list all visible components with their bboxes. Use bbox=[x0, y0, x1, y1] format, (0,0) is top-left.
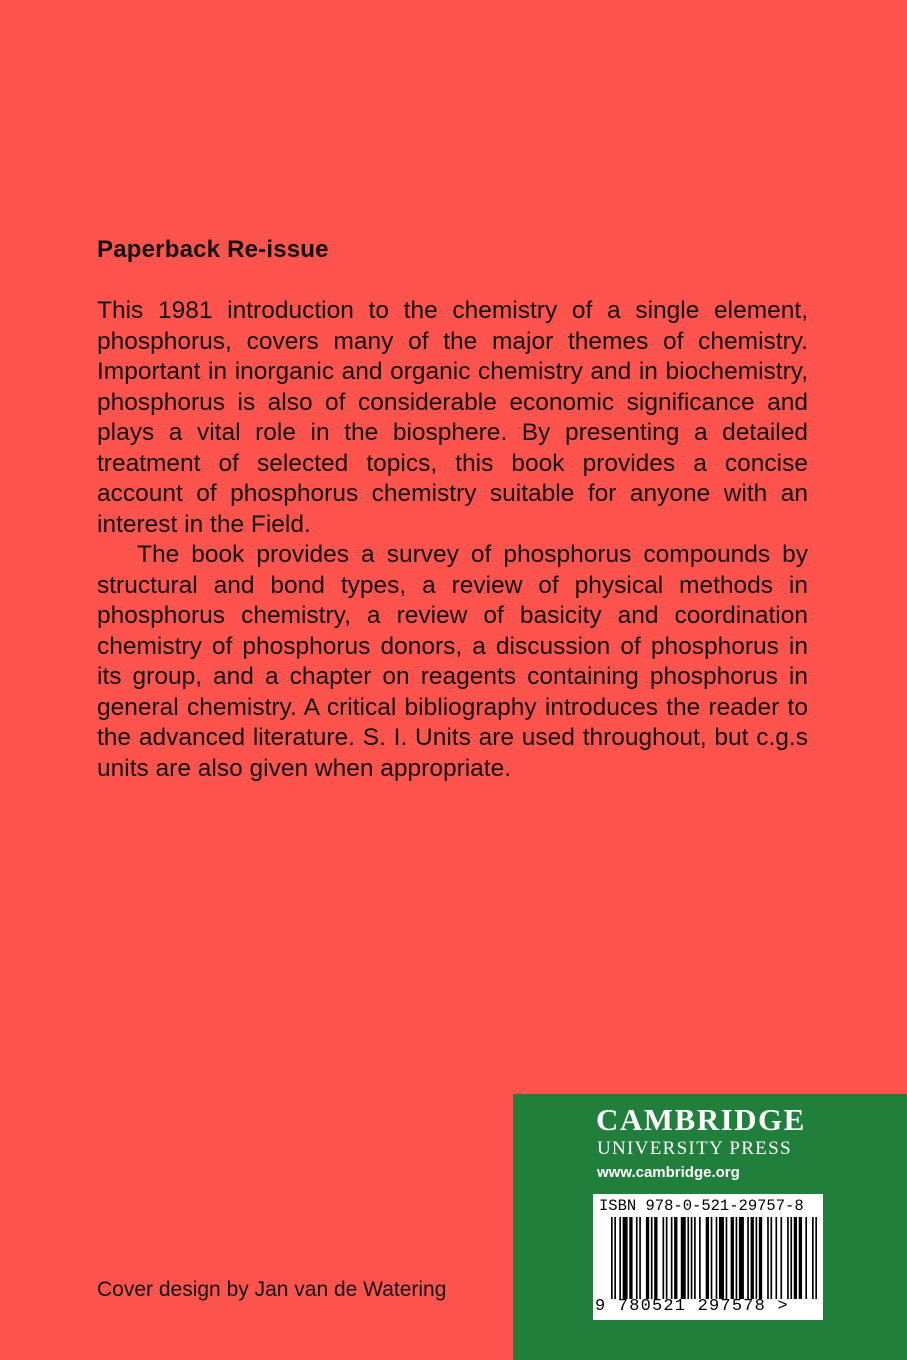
barcode-bar-16 bbox=[691, 1217, 693, 1299]
barcode-bar-31 bbox=[767, 1217, 769, 1299]
description-paragraph-1: This 1981 introduction to the chemistry of a single element, phosphorus, covers many of the major themes of chemistry. Important in inorganic and organic chemistry and in biochemistry, phosphorus is also of considerable economic significance and plays a vital role in the biosphere. By presenting a detailed treatment of selected topics, this book provides a concise account of phosphorus chemistry suitable for anyone with an interest in the Field. bbox=[97, 297, 808, 538]
barcode-bar-3 bbox=[623, 1217, 628, 1299]
barcode-bar-13 bbox=[674, 1217, 677, 1299]
cover-design-credit: Cover design by Jan van de Watering bbox=[97, 1278, 447, 1301]
barcode-bar-26 bbox=[739, 1217, 744, 1299]
publisher-block bbox=[513, 1094, 907, 1360]
barcode-bar-40 bbox=[812, 1217, 814, 1299]
barcode-bar-11 bbox=[666, 1217, 668, 1299]
barcode-bar-30 bbox=[759, 1217, 762, 1299]
barcode-bar-35 bbox=[787, 1217, 789, 1299]
barcode-bar-24 bbox=[731, 1217, 734, 1299]
barcode-bar-10 bbox=[663, 1217, 665, 1299]
barcode-bar-34 bbox=[780, 1217, 782, 1299]
barcode-bar-29 bbox=[756, 1217, 758, 1299]
publisher-subtitle: UNIVERSITY PRESS bbox=[597, 1138, 792, 1159]
barcode-bar-7 bbox=[646, 1217, 649, 1299]
barcode-bar-8 bbox=[651, 1217, 653, 1299]
barcode-bar-19 bbox=[706, 1217, 709, 1299]
barcode-bar-12 bbox=[671, 1217, 673, 1299]
barcode-bar-38 bbox=[799, 1217, 802, 1299]
barcode-bar-22 bbox=[719, 1217, 724, 1299]
barcode-bar-25 bbox=[736, 1217, 738, 1299]
barcode-bar-18 bbox=[699, 1217, 701, 1299]
barcode-bar-17 bbox=[694, 1217, 696, 1299]
barcode-bar-37 bbox=[794, 1217, 797, 1299]
barcode-bar-4 bbox=[629, 1217, 632, 1299]
barcode-bar-1 bbox=[614, 1217, 616, 1299]
barcode-bar-0 bbox=[611, 1217, 613, 1299]
barcode-bar-2 bbox=[619, 1217, 621, 1299]
barcode-bar-15 bbox=[687, 1217, 689, 1299]
section-heading: Paperback Re-issue bbox=[97, 236, 329, 263]
barcode-bar-23 bbox=[726, 1217, 728, 1299]
barcode-bar-21 bbox=[716, 1217, 718, 1299]
barcode-bars bbox=[611, 1217, 817, 1299]
barcode-bar-14 bbox=[681, 1217, 686, 1299]
barcode-bar-28 bbox=[751, 1217, 754, 1299]
barcode-bar-32 bbox=[770, 1217, 772, 1299]
isbn-label: ISBN 978-0-521-29757-8 bbox=[599, 1197, 804, 1215]
barcode-bar-39 bbox=[805, 1217, 807, 1299]
barcode-digits: 9 780521 297578 > bbox=[595, 1297, 789, 1316]
barcode-bar-36 bbox=[790, 1217, 792, 1299]
barcode-bar-27 bbox=[747, 1217, 749, 1299]
description-paragraph-2: The book provides a survey of phosphorus compounds by structural and bond types, a review of physical methods in phosphorus chemistry, a review of basicity and coordination chemistry of phosphorus donors, a discussion of phosphorus in its group, and a chapter on reagents containing phosphorus in general chemistry. A critical bibliography introduces the reader to the advanced literature. S. I. Units are used throughout, but c.g.s units are also given when appropriate. bbox=[97, 541, 808, 782]
publisher-url: www.cambridge.org bbox=[597, 1164, 740, 1181]
barcode-bar-41 bbox=[815, 1217, 817, 1299]
barcode-bar-5 bbox=[636, 1217, 638, 1299]
barcode-bar-6 bbox=[639, 1217, 641, 1299]
barcode-bar-9 bbox=[654, 1217, 657, 1299]
publisher-logo: CAMBRIDGE bbox=[596, 1102, 806, 1137]
barcode-bar-20 bbox=[711, 1217, 713, 1299]
isbn-barcode bbox=[593, 1194, 823, 1320]
book-description bbox=[97, 296, 808, 784]
barcode-bar-33 bbox=[775, 1217, 777, 1299]
